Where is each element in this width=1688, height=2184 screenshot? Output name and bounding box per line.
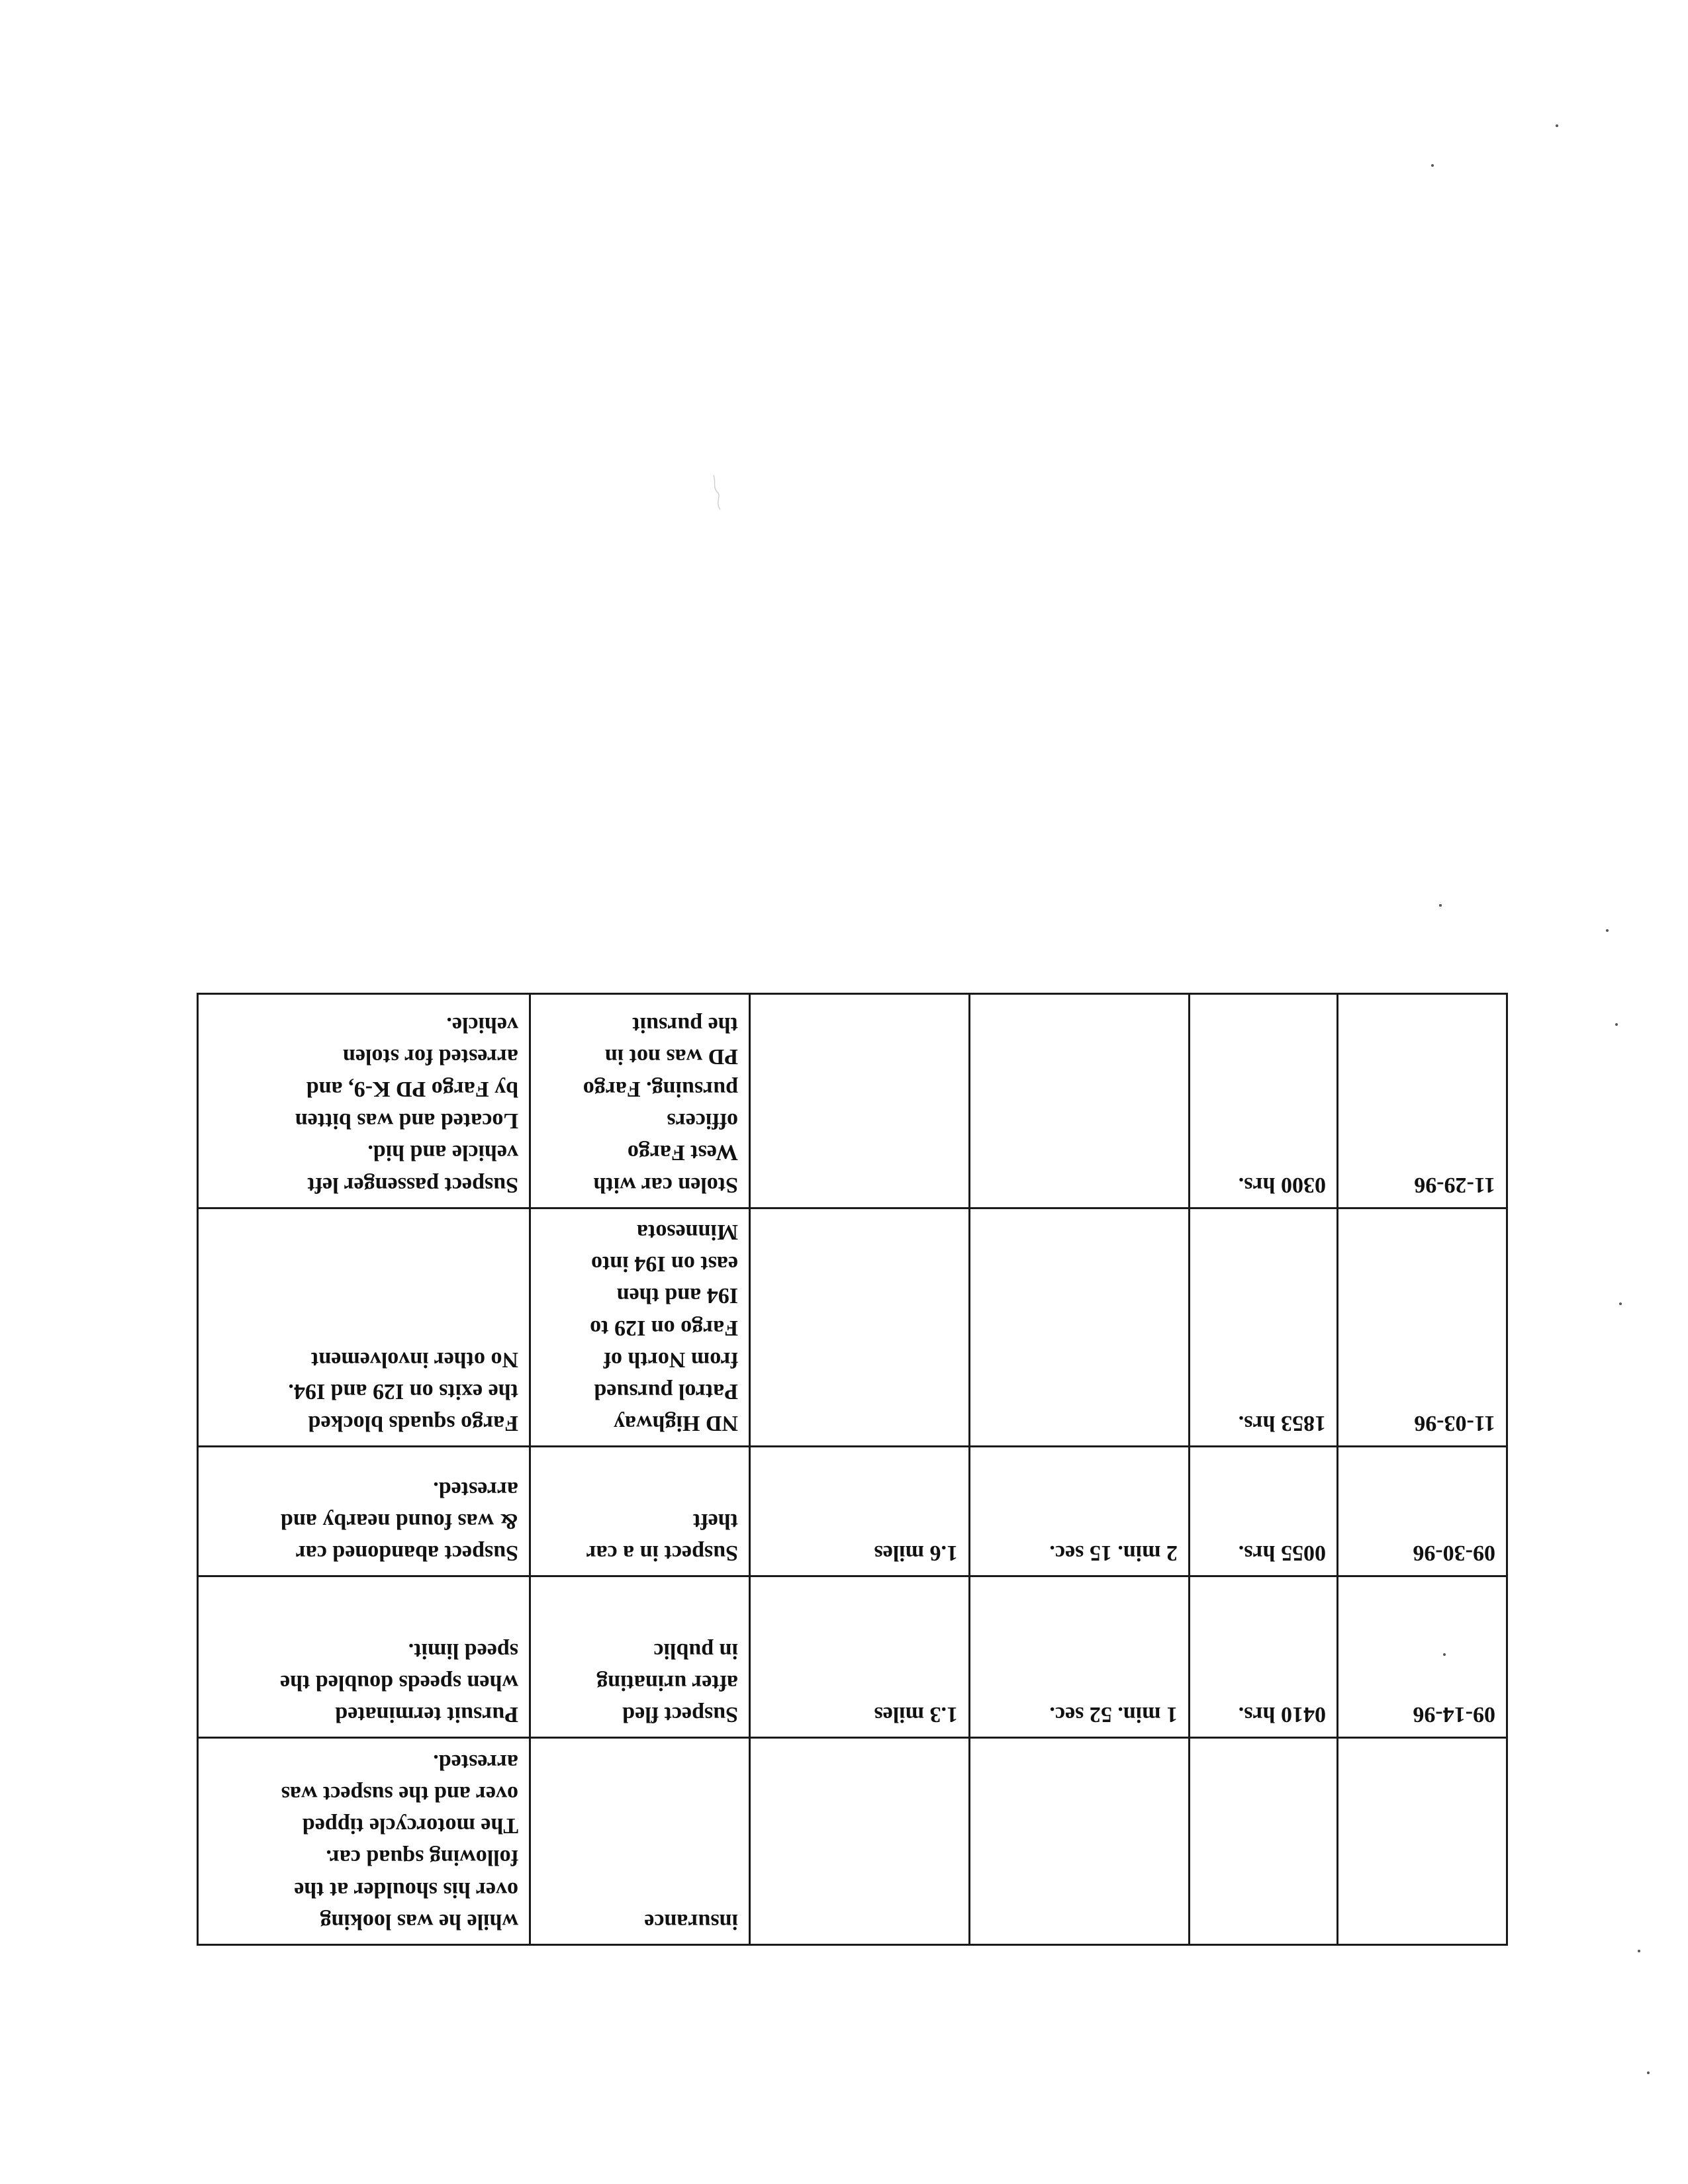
reason-cell: Suspect in a car theft <box>530 1447 750 1576</box>
pursuit-log-table-rotated <box>199 1014 1508 1946</box>
outcome-cell: Suspect passenger left vehicle and hid. Located and was bitten by Fargo PD K-9, and arrested for stolen vehicle. <box>198 993 530 1208</box>
date-cell: 09-14-96 <box>1338 1576 1507 1738</box>
duration-cell <box>970 1208 1190 1447</box>
scan-speck <box>1647 2071 1650 2074</box>
date-cell: 11-03-96 <box>1338 1208 1507 1447</box>
outcome-cell: Fargo squads blocked the exits on I29 and I94. No other involvement <box>198 1208 530 1447</box>
outcome-cell: while he was looking over his shoulder at the following squad car. The motorcycle tipped over and the suspect was arrested. <box>198 1738 530 1945</box>
distance-cell <box>750 993 970 1208</box>
distance-cell: 1.6 miles <box>750 1447 970 1576</box>
pursuit-log-table <box>197 993 1508 1946</box>
distance-cell: 1.3 miles <box>750 1576 970 1738</box>
table-row <box>198 1208 1507 1447</box>
date-cell: 11-29-96 <box>1338 993 1507 1208</box>
duration-cell <box>970 993 1190 1208</box>
reason-cell: ND Highway Patrol pursued from North of Fargo on I29 to I94 and then east on I94 into Minnesota <box>530 1208 750 1447</box>
scan-speck <box>1615 1023 1618 1026</box>
scan-smudge <box>711 473 726 512</box>
outcome-cell: Suspect abandoned car & was found nearby and arrested. <box>198 1447 530 1576</box>
date-cell <box>1338 1738 1507 1945</box>
table-row <box>198 1576 1507 1738</box>
scan-speck <box>1431 164 1434 167</box>
reason-cell: Stolen car with West Fargo officers pursuing. Fargo PD was not in the pursuit <box>530 993 750 1208</box>
time-cell: 1853 hrs. <box>1190 1208 1338 1447</box>
duration-cell <box>970 1738 1190 1945</box>
time-cell: 0300 hrs. <box>1190 993 1338 1208</box>
outcome-cell: Pursuit terminated when speeds doubled the speed limit. <box>198 1576 530 1738</box>
reason-cell: Suspect fled after urinating in public <box>530 1576 750 1738</box>
time-cell <box>1190 1738 1338 1945</box>
distance-cell <box>750 1208 970 1447</box>
time-cell: 0410 hrs. <box>1190 1576 1338 1738</box>
scan-speck <box>1606 929 1609 932</box>
duration-cell: 2 min. 15 sec. <box>970 1447 1190 1576</box>
reason-cell: insurance <box>530 1738 750 1945</box>
duration-cell: 1 min. 52 sec. <box>970 1576 1190 1738</box>
table-row <box>198 1447 1507 1576</box>
date-cell: 09-30-96 <box>1338 1447 1507 1576</box>
scan-speck <box>1556 124 1558 127</box>
scan-speck <box>1619 1302 1622 1305</box>
scan-speck <box>1439 904 1442 907</box>
time-cell: 0055 hrs. <box>1190 1447 1338 1576</box>
scan-speck <box>1638 1950 1640 1952</box>
table-row <box>198 1738 1507 1945</box>
distance-cell <box>750 1738 970 1945</box>
table-row <box>198 993 1507 1208</box>
